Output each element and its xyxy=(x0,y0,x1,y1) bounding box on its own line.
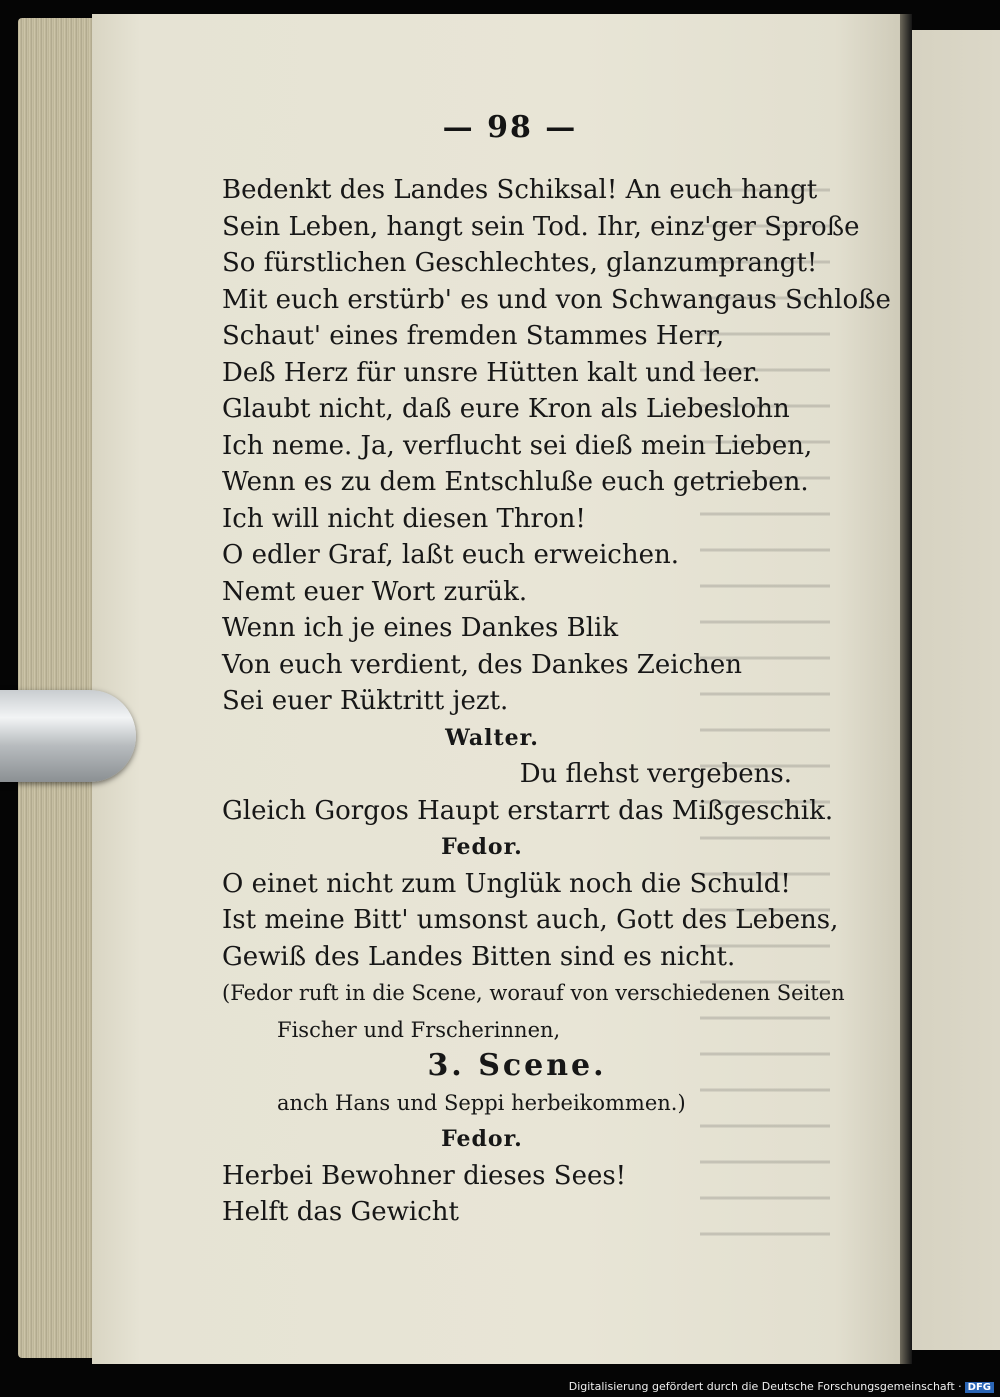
text-line: Helft das Gewicht xyxy=(222,1197,459,1227)
text-line: Bedenkt des Landes Schiksal! An euch hangt xyxy=(222,175,818,205)
dfg-logo: DFG xyxy=(965,1382,994,1393)
text-line: Mit euch erstürb' es und von Schwangaus Schloße xyxy=(222,284,891,315)
page-text xyxy=(222,172,891,1231)
page-number: — 98 — xyxy=(442,110,578,145)
text-line: O edler Graf, laßt euch erweichen. xyxy=(222,540,680,570)
speaker-fedor: Fedor. xyxy=(441,1126,523,1152)
text-line: Ich will nicht diesen Thron! xyxy=(222,503,586,534)
scene-heading: 3. Scene. xyxy=(427,1048,607,1083)
book-gutter xyxy=(900,14,912,1364)
text-line: Ist meine Bitt' umsonst auch, Gott des Lebens, xyxy=(222,905,839,935)
text-line: Nemt euer Wort zurük. xyxy=(222,576,528,607)
text-line: Wenn es zu dem Entschluße euch getrieben. xyxy=(222,467,809,497)
text-line: Deß Herz für unsre Hütten kalt und leer. xyxy=(222,357,761,388)
speaker-fedor: Fedor. xyxy=(441,834,523,860)
page-holder-clip xyxy=(0,690,136,782)
text-line: Glaubt nicht, daß eure Kron als Liebeslohn xyxy=(222,394,790,424)
speaker-walter: Walter. xyxy=(445,724,539,751)
digitization-credit xyxy=(569,1380,994,1393)
facing-page-edge xyxy=(912,30,1000,1350)
text-line: Herbei Bewohner dieses Sees! xyxy=(222,1160,627,1191)
text-line: Von euch verdient, des Dankes Zeichen xyxy=(222,649,743,680)
text-line: Sein Leben, hangt sein Tod. Ihr, einz'ger Sproße xyxy=(222,211,860,242)
text-line: Ich neme. Ja, verflucht sei dieß mein Lieben, xyxy=(222,430,813,461)
text-line: O einet nicht zum Unglük noch die Schuld! xyxy=(222,868,791,899)
book-page-edges xyxy=(18,18,96,1358)
text-line: Schaut' eines fremden Stammes Herr, xyxy=(222,321,725,351)
text-line: Gleich Gorgos Haupt erstarrt das Mißgeschik. xyxy=(222,795,834,826)
stage-direction: (Fedor ruft in die Scene, worauf von verschiedenen Seiten xyxy=(222,981,845,1005)
stage-direction: Fischer und Frscherinnen, xyxy=(277,1017,561,1042)
text-line: Du flehst vergebens. xyxy=(519,759,792,789)
text-line: So fürstlichen Geschlechtes, glanzumprangt! xyxy=(222,248,818,278)
text-line: Gewiß des Landes Bitten sind es nicht. xyxy=(222,941,736,972)
stage-direction: anch Hans und Seppi herbeikommen.) xyxy=(277,1090,686,1115)
text-line: Wenn ich je eines Dankes Blik xyxy=(222,613,619,643)
credit-text: Digitalisierung gefördert durch die Deutsche Forschungsgemeinschaft · xyxy=(568,1380,962,1393)
text-line: Sei euer Rüktritt jezt. xyxy=(222,686,509,716)
